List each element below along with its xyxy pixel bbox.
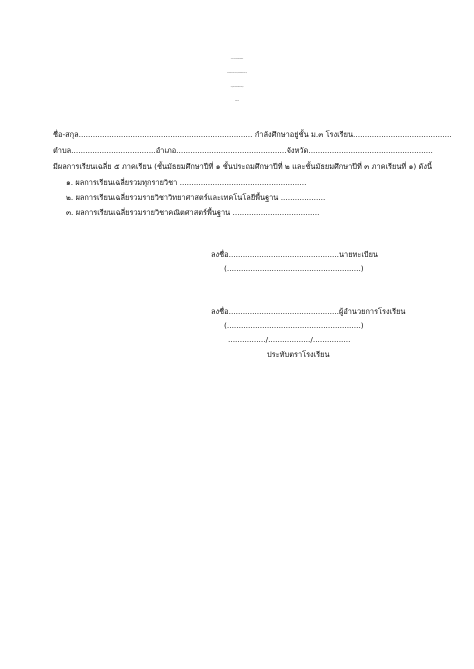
gpa-item-science-technology[interactable]: ๒. ผลการเรียนเฉลี่ยรวมรายวิชาวิทยาศาสตร์และเทคโนโลยีพื้นฐาน ...................	[66, 193, 326, 202]
director-printed-name[interactable]: (.........................................................)	[224, 321, 364, 330]
address-field[interactable]: ตำบล....................................อำเภอ...............................................จังหวัด.....................................................	[53, 146, 433, 155]
gpa-item-mathematics[interactable]: ๓. ผลการเรียนเฉลี่ยรวมรายวิชาคณิตศาสตร์พื้นฐาน .....................................	[66, 208, 320, 217]
student-name-field[interactable]: ชื่อ-สกุล.......................................................................... กำลังศึกษาอยู่ชั้น ม.๓ โรงเรียน..........................................	[53, 130, 452, 139]
registrar-signature-line[interactable]: ลงชื่อ...............................................นายทะเบียน	[211, 250, 378, 259]
director-signature-line[interactable]: ลงชื่อ...............................................ผู้อำนวยการโรงเรียน	[211, 307, 406, 316]
signature-date-line[interactable]: ................/................../................	[228, 335, 351, 344]
gpa-intro: มีผลการเรียนเฉลี่ย ๕ ภาคเรียน (ชั้นมัธยมศึกษาปีที่ ๑ ชั้นประถมศึกษาปีที่ ๒ และชั้นมัธยมศึกษาปีที่ ๓ ภาคเรียนที่ ๑) ดังนี้	[53, 162, 433, 171]
gpa-item-all-subjects[interactable]: ๑. ผลการเรียนเฉลี่ยรวมทุกรายวิชา ......................................................	[66, 178, 307, 187]
school-stamp-label: ประทับตราโรงเรียน	[267, 350, 330, 359]
registrar-printed-name[interactable]: (.........................................................)	[224, 264, 364, 273]
